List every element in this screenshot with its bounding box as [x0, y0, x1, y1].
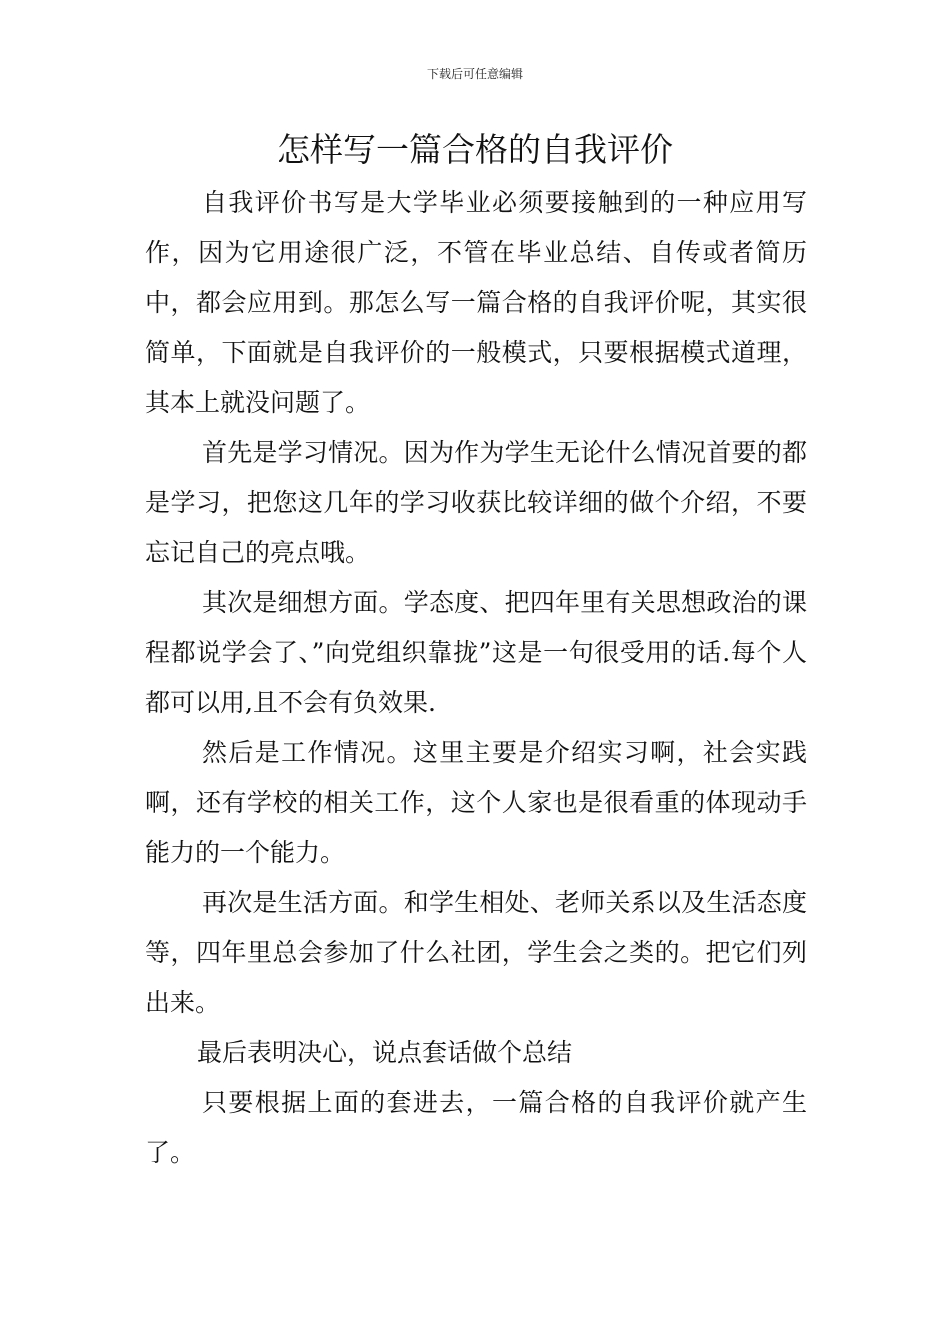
paragraph-thought: 其次是细想方面。学态度、把四年里有关思想政治的课程都说学会了、”向党组织靠拢”这是一句很受用的话.每个人都可以用,且不会有负效果.: [145, 588, 807, 717]
document-title: 怎样写一篇合格的自我评价: [277, 130, 673, 169]
paragraph-study: 首先是学习情况。因为作为学生无论什么情况首要的都是学习，把您这几年的学习收获比较详细的做个介绍，不要忘记自己的亮点哦。: [145, 438, 807, 567]
paragraph-final: 只要根据上面的套进去，一篇合格的自我评价就产生了。: [145, 1088, 807, 1167]
paragraph-conclusion: 最后表明决心，说点套话做个总结: [197, 1038, 573, 1067]
header-note: 下载后可任意编辑: [426, 67, 523, 81]
paragraph-life: 再次是生活方面。和学生相处、老师关系以及生活态度等，四年里总会参加了什么社团，学生会之类的。把它们列出来。: [145, 888, 807, 1017]
document-body: [145, 178, 807, 1178]
paragraph-intro: 自我评价书写是大学毕业必须要接触到的一种应用写作，因为它用途很广泛，不管在毕业总结、自传或者简历中，都会应用到。那怎么写一篇合格的自我评价呢，其实很简单，下面就是自我评价的一般模式，只要根据模式道理，其本上就没问题了。: [145, 188, 807, 417]
paragraph-work: 然后是工作情况。这里主要是介绍实习啊，社会实践啊，还有学校的相关工作，这个人家也是很看重的体现动手能力的一个能力。: [145, 738, 807, 867]
